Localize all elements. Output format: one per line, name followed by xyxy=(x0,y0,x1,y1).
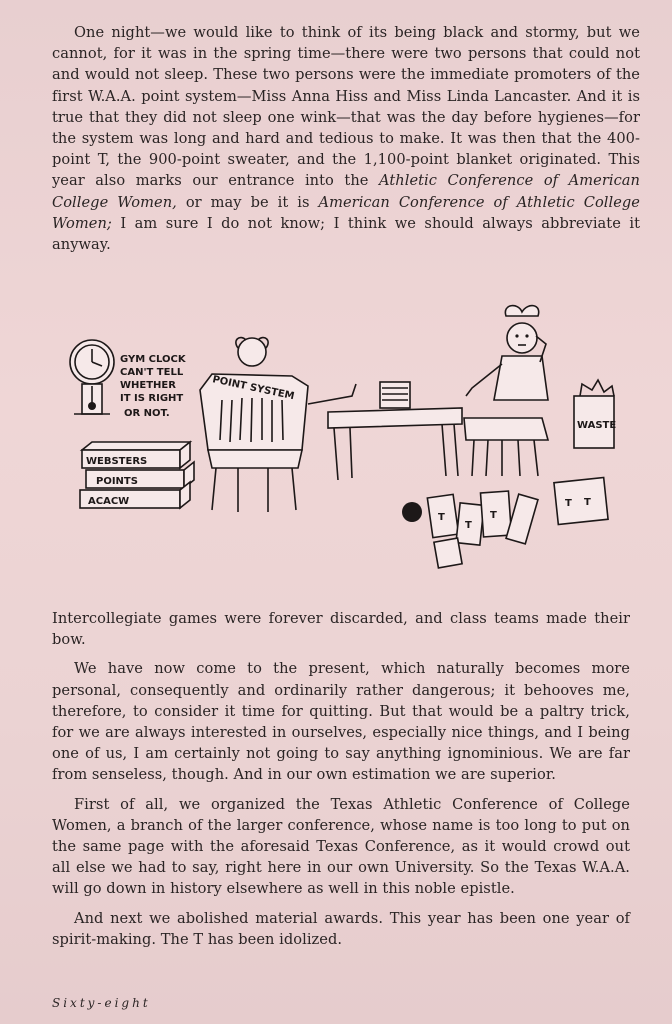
seated-girl-figure xyxy=(464,306,548,476)
book-acacw: ACACW xyxy=(88,496,130,507)
waste-basket xyxy=(574,380,616,448)
paper-letter-t-4: T xyxy=(565,498,572,509)
scattered-papers xyxy=(402,478,608,568)
top-paragraph-end: I am sure I do not know; I think we should always abbreviate it anyway. xyxy=(52,214,640,254)
paragraph-present: We have now come to the present, which naturally becomes more personal, consequently and ordinarily rather dangerous; it behooves me, therefore, to consider it time for quitting. But that would be a paltry trick, for we are always interested in ourselves, especially nice things, and I being one of us, I am certainly not going to say anything ignominious. We are far from senseless, though. And in our own estimation we are superior. xyxy=(52,660,630,784)
page-number-footer: Sixty-eight xyxy=(52,996,151,1010)
book-stack xyxy=(80,442,194,508)
lower-text-block xyxy=(52,608,630,958)
newspaper-headline: POINT SYSTEM xyxy=(211,374,296,403)
clock-caption-line-4: IT IS RIGHT xyxy=(120,393,184,404)
clock-caption-line-2: CAN'T TELL xyxy=(120,367,184,378)
italic-conference-name-1: Athletic Conference of American College Women, xyxy=(52,172,640,211)
paragraph-intercollegiate: Intercollegiate games were forever discarded, and class teams made their bow. xyxy=(52,610,630,649)
waste-label: WASTE xyxy=(577,420,617,431)
clock-caption-line-3: WHETHER xyxy=(120,380,176,391)
cartoon-illustration xyxy=(62,300,622,590)
book-websters: WEBSTERS xyxy=(86,456,148,467)
paper-letter-t-5: T xyxy=(584,497,591,508)
top-paragraph-text: One night—we would like to think of its being black and stormy, but we cannot, for it was in the spring time—there were two persons that could not and would not sleep. These two persons were the immediate promoters of the first W.A.A. point system—Miss Anna Hiss and Miss Linda Lancaster. And it is true that they did not sleep one wink—that was the day before hygienes—for the system was long and hard and tedious to make. It was then that the 400-point T, the 900-point sweater, and the 1,100-point blanket originated. This year also marks our entrance into the xyxy=(52,24,640,190)
gym-clock-icon xyxy=(70,340,114,414)
paper-letter-t-2: T xyxy=(465,520,472,531)
paragraph-material-awards: And next we abolished material awards. This year has been one year of spirit-making. The T has been idolized. xyxy=(52,909,630,948)
italic-conference-name-2: American Conference of Athletic College Women; xyxy=(52,193,640,232)
top-paragraph xyxy=(52,22,640,255)
paragraph-texas-conference: First of all, we organized the Texas Athletic Conference of College Women, a branch of the larger conference, whose name is too long to put on the same page with the aforesaid Texas Conference, as it would crowd out all else we had to say, right here in our own University. So the Texas W.A.A. will go down in history elsewhere as well in this noble epistle. xyxy=(52,795,630,898)
paper-letter-t-3: T xyxy=(490,510,497,521)
top-paragraph-mid: or may be it is xyxy=(176,193,319,211)
paper-letter-t-1: T xyxy=(438,512,445,523)
book-points: POINTS xyxy=(96,476,138,487)
clock-caption-line-1: GYM CLOCK xyxy=(120,354,186,365)
clock-caption xyxy=(120,354,187,419)
cartoon-svg xyxy=(62,300,622,590)
top-text-block xyxy=(52,22,640,255)
clock-caption-line-5: OR NOT. xyxy=(124,408,170,419)
